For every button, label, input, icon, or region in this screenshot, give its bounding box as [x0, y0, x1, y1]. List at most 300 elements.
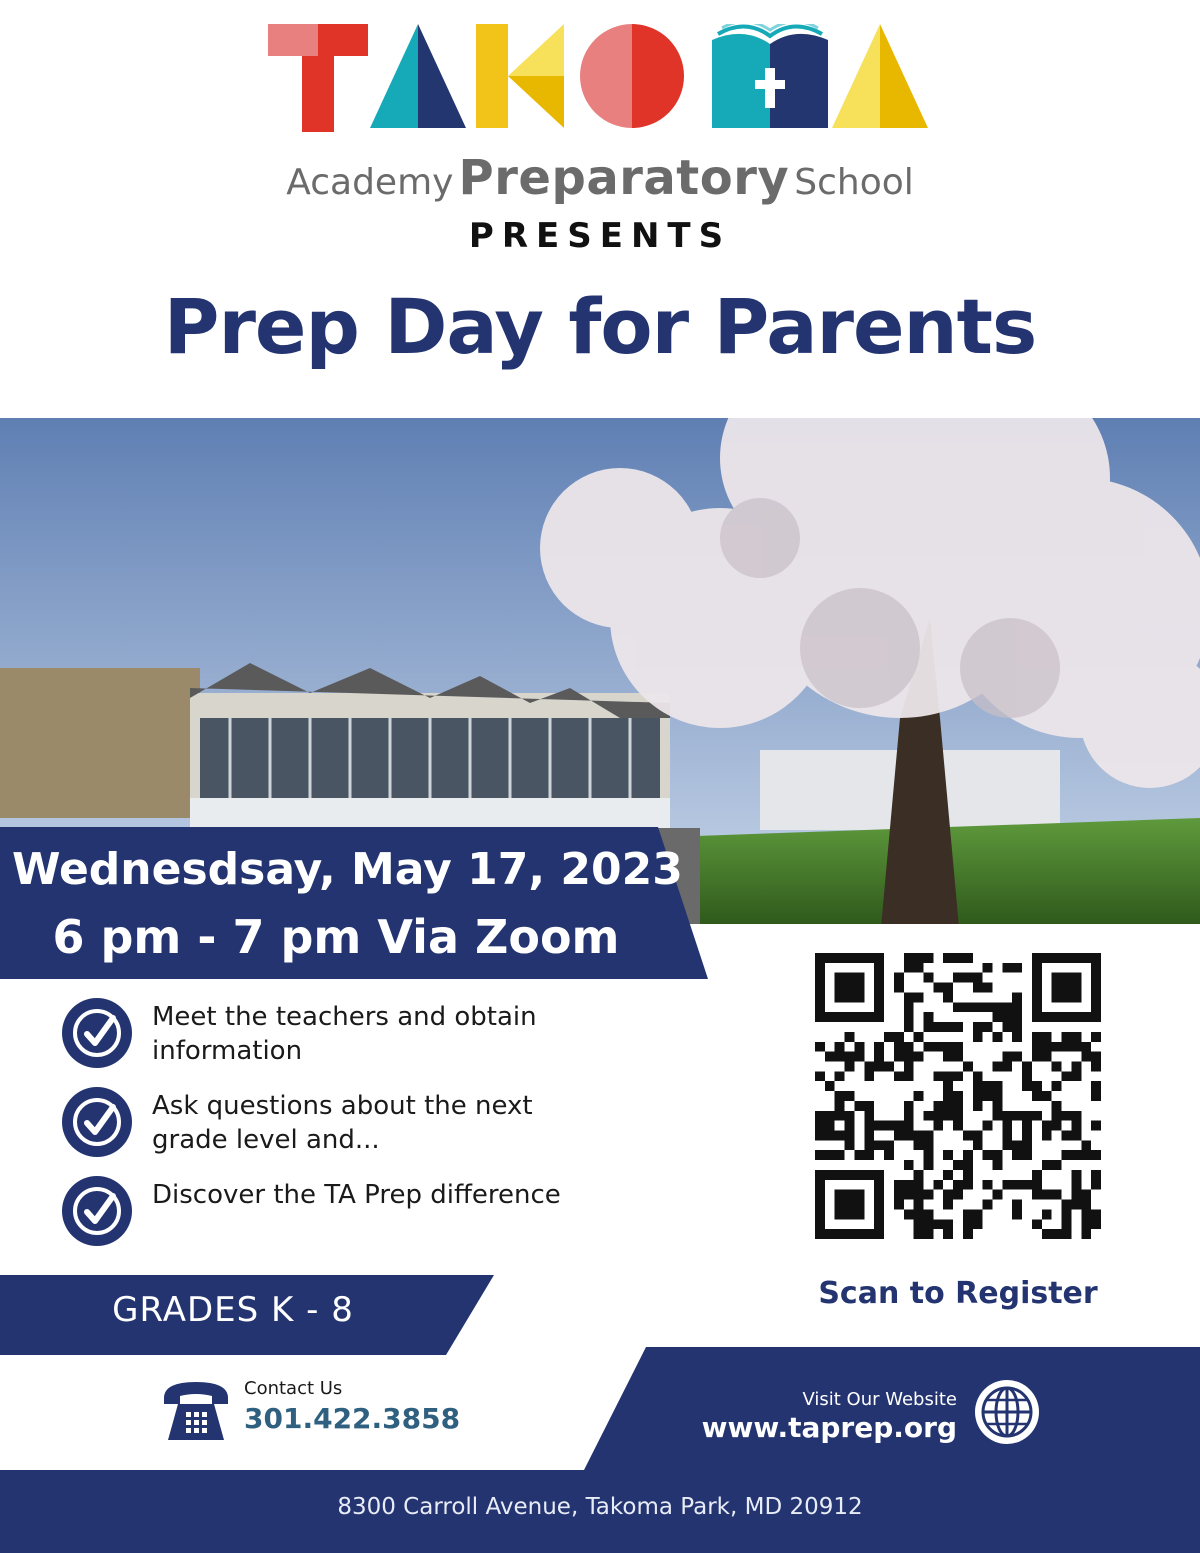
qr-module — [864, 1140, 874, 1150]
school-name-academy: Academy — [286, 162, 454, 203]
qr-module — [1002, 1022, 1012, 1032]
qr-module — [914, 953, 924, 963]
qr-module — [835, 1101, 845, 1111]
qr-module — [943, 983, 953, 993]
qr-module — [1062, 1111, 1072, 1121]
qr-module — [1062, 1131, 1072, 1141]
qr-module — [1002, 1061, 1012, 1071]
qr-module — [1042, 1160, 1052, 1170]
qr-module — [983, 1091, 993, 1101]
qr-module — [993, 1160, 1003, 1170]
qr-module — [904, 1061, 914, 1071]
qr-module — [815, 1121, 825, 1131]
qr-module — [884, 1032, 894, 1042]
qr-module — [864, 1071, 874, 1081]
qr-module — [884, 1140, 894, 1150]
qr-module — [825, 1081, 835, 1091]
qr-module — [943, 1219, 953, 1229]
qr-module — [904, 1131, 914, 1141]
qr-module — [1042, 1121, 1052, 1131]
qr-module — [894, 1071, 904, 1081]
qr-module — [835, 1111, 845, 1121]
qr-module — [963, 1170, 973, 1180]
qr-module — [1071, 1200, 1081, 1210]
globe-icon — [973, 1378, 1041, 1446]
qr-module — [1052, 1061, 1062, 1071]
qr-module — [845, 1052, 855, 1062]
qr-module — [815, 1111, 825, 1121]
qr-module — [993, 1091, 1003, 1101]
takoma-logo — [268, 24, 932, 132]
qr-module — [894, 1121, 904, 1131]
qr-module — [874, 1052, 884, 1062]
qr-module — [845, 1131, 855, 1141]
qr-module — [933, 1042, 943, 1052]
qr-module — [953, 1101, 963, 1111]
qr-module — [1042, 1052, 1052, 1062]
qr-module — [953, 1180, 963, 1190]
qr-module — [1071, 1190, 1081, 1200]
qr-module — [923, 1131, 933, 1141]
grades-label: GRADES K - 8 — [112, 1290, 354, 1330]
qr-module — [953, 1121, 963, 1131]
school-address: 8300 Carroll Avenue, Takoma Park, MD 20912 — [337, 1494, 863, 1520]
qr-module — [914, 1170, 924, 1180]
qr-module — [943, 1071, 953, 1081]
qr-module — [963, 1150, 973, 1160]
qr-module — [943, 1111, 953, 1121]
qr-module — [825, 1131, 835, 1141]
qr-module — [953, 1160, 963, 1170]
qr-module — [1052, 1160, 1062, 1170]
qr-module — [1052, 1101, 1062, 1111]
qr-module — [1081, 1150, 1091, 1160]
qr-module — [923, 1190, 933, 1200]
qr-module — [963, 1061, 973, 1071]
qr-module — [1032, 1091, 1042, 1101]
qr-module — [894, 1200, 904, 1210]
qr-module — [864, 1131, 874, 1141]
qr-module — [983, 1002, 993, 1012]
qr-module — [923, 1160, 933, 1170]
qr-module — [854, 1101, 864, 1111]
qr-module — [1071, 1061, 1081, 1071]
qr-module — [1002, 1131, 1012, 1141]
school-name-preparatory: Preparatory — [458, 150, 790, 206]
qr-module — [963, 1002, 973, 1012]
qr-module — [1091, 1052, 1101, 1062]
qr-module — [1032, 1170, 1042, 1180]
qr-module — [904, 953, 914, 963]
qr-module — [953, 973, 963, 983]
qr-module — [1022, 1131, 1032, 1141]
qr-module — [993, 1190, 1003, 1200]
telephone-icon — [160, 1378, 232, 1444]
bullet-item — [62, 1176, 622, 1256]
qr-module — [874, 1140, 884, 1150]
qr-module — [1012, 1150, 1022, 1160]
qr-module — [923, 1042, 933, 1052]
qr-module — [1062, 1042, 1072, 1052]
qr-module — [923, 1140, 933, 1150]
qr-module — [1002, 1121, 1012, 1131]
qr-module — [1012, 1140, 1022, 1150]
qr-module — [973, 1022, 983, 1032]
qr-module — [1062, 1150, 1072, 1160]
qr-module — [993, 1081, 1003, 1091]
qr-module — [983, 1022, 993, 1032]
qr-module — [943, 1052, 953, 1062]
qr-module — [1091, 1170, 1101, 1180]
qr-module — [894, 973, 904, 983]
qr-module — [1032, 1042, 1042, 1052]
qr-module — [825, 1052, 835, 1062]
qr-module — [874, 1121, 884, 1131]
qr-module — [845, 1111, 855, 1121]
qr-module — [963, 953, 973, 963]
qr-module — [933, 1071, 943, 1081]
qr-module — [894, 1131, 904, 1141]
qr-module — [835, 1131, 845, 1141]
qr-module — [894, 1190, 904, 1200]
qr-module — [973, 973, 983, 983]
qr-module — [854, 1042, 864, 1052]
qr-module — [815, 1150, 825, 1160]
qr-module — [1091, 1121, 1101, 1131]
qr-module — [904, 1180, 914, 1190]
qr-module — [1012, 992, 1022, 1002]
school-name-school: School — [794, 162, 914, 203]
bullet-text: Ask questions about the next grade level and... — [152, 1091, 533, 1155]
qr-module — [1062, 1200, 1072, 1210]
qr-module — [973, 1032, 983, 1042]
qr-module — [1002, 1180, 1012, 1190]
qr-module — [904, 1022, 914, 1032]
qr-module — [884, 1061, 894, 1071]
qr-module — [923, 973, 933, 983]
qr-module — [914, 1209, 924, 1219]
qr-module — [904, 1209, 914, 1219]
qr-module — [1052, 1229, 1062, 1239]
qr-module — [914, 1190, 924, 1200]
qr-module — [983, 1121, 993, 1131]
qr-module — [845, 1061, 855, 1071]
qr-module — [835, 1052, 845, 1062]
qr-module — [914, 1229, 924, 1239]
qr-module — [983, 1150, 993, 1160]
contact-phone-number[interactable]: 301.422.3858 — [244, 1402, 461, 1435]
registration-qr-code[interactable] — [815, 953, 1101, 1239]
qr-module — [854, 1052, 864, 1062]
qr-module — [1091, 1032, 1101, 1042]
qr-module — [904, 1160, 914, 1170]
qr-module — [904, 1002, 914, 1012]
qr-module — [845, 1121, 855, 1131]
qr-module — [904, 963, 914, 973]
qr-module — [904, 1190, 914, 1200]
qr-module — [983, 1081, 993, 1091]
qr-module — [894, 1042, 904, 1052]
qr-module — [943, 1042, 953, 1052]
website-link[interactable]: www.taprep.org — [701, 1411, 957, 1444]
qr-module — [963, 1180, 973, 1190]
qr-module — [1081, 1140, 1091, 1150]
qr-module — [1032, 1111, 1042, 1121]
qr-module — [874, 1061, 884, 1071]
qr-module — [864, 1061, 874, 1071]
qr-module — [933, 1219, 943, 1229]
qr-module — [1081, 1042, 1091, 1052]
qr-module — [904, 1111, 914, 1121]
qr-module — [1062, 1032, 1072, 1042]
qr-module — [835, 1150, 845, 1160]
qr-module — [914, 1219, 924, 1229]
qr-module — [1012, 1111, 1022, 1121]
qr-module — [914, 992, 924, 1002]
qr-module — [1022, 1121, 1032, 1131]
qr-module — [1042, 1091, 1052, 1101]
qr-module — [835, 1190, 865, 1220]
qr-module — [1071, 1170, 1081, 1180]
qr-module — [1012, 1209, 1022, 1219]
qr-module — [1032, 1180, 1042, 1190]
qr-module — [904, 1121, 914, 1131]
qr-module — [953, 1071, 963, 1081]
website-label: Visit Our Website — [802, 1389, 957, 1410]
qr-module — [1091, 1219, 1101, 1229]
qr-module — [1022, 1071, 1032, 1081]
qr-module — [914, 963, 924, 973]
qr-module — [904, 1042, 914, 1052]
qr-module — [1071, 1150, 1081, 1160]
qr-module — [914, 1200, 924, 1210]
qr-module — [933, 1111, 943, 1121]
qr-module — [1022, 1180, 1032, 1190]
qr-module — [894, 1180, 904, 1190]
qr-module — [825, 1111, 835, 1121]
qr-module — [815, 1131, 825, 1141]
qr-module — [1032, 1052, 1042, 1062]
qr-module — [835, 1042, 845, 1052]
bullet-item — [62, 998, 622, 1078]
qr-module — [1022, 1061, 1032, 1071]
qr-module — [953, 1190, 963, 1200]
qr-module — [825, 1121, 835, 1131]
qr-module — [1071, 1131, 1081, 1141]
qr-module — [1002, 1140, 1012, 1150]
check-circle-icon — [62, 1176, 132, 1246]
qr-module — [1042, 1229, 1052, 1239]
contact-label: Contact Us — [244, 1378, 343, 1399]
qr-module — [1052, 1111, 1062, 1121]
qr-module — [1062, 1071, 1072, 1081]
qr-module — [1081, 1190, 1091, 1200]
qr-module — [914, 1180, 924, 1190]
qr-module — [1052, 1190, 1062, 1200]
qr-module — [993, 1061, 1003, 1071]
qr-module — [963, 1209, 973, 1219]
qr-module — [1012, 1200, 1022, 1210]
qr-module — [943, 1150, 953, 1160]
qr-module — [1052, 1042, 1062, 1052]
qr-module — [953, 1111, 963, 1121]
qr-module — [973, 1219, 983, 1229]
qr-module — [1042, 1131, 1052, 1141]
qr-module — [923, 1229, 933, 1239]
qr-module — [993, 1111, 1003, 1121]
bullet-item — [62, 1087, 622, 1167]
qr-module — [1002, 1052, 1012, 1062]
qr-module — [943, 953, 953, 963]
qr-module — [943, 1229, 953, 1239]
qr-module — [845, 1032, 855, 1042]
qr-module — [943, 1200, 953, 1210]
qr-module — [1012, 1002, 1022, 1012]
qr-module — [864, 1121, 874, 1131]
qr-module — [1032, 1032, 1042, 1042]
event-date: Wednesdsay, May 17, 2023 — [12, 844, 683, 895]
qr-module — [923, 1219, 933, 1229]
qr-module — [825, 1150, 835, 1160]
qr-module — [1081, 1229, 1091, 1239]
qr-module — [914, 1131, 924, 1141]
qr-module — [953, 1042, 963, 1052]
qr-module — [835, 973, 865, 1003]
qr-module — [1012, 1022, 1022, 1032]
qr-module — [904, 992, 914, 1002]
qr-module — [894, 983, 904, 993]
bullet-text: Meet the teachers and obtain information — [152, 1002, 537, 1066]
qr-module — [1071, 1121, 1081, 1131]
qr-module — [1091, 1061, 1101, 1071]
qr-module — [1012, 1012, 1022, 1022]
qr-module — [1002, 1012, 1012, 1022]
qr-module — [1052, 1081, 1062, 1091]
qr-module — [1091, 1209, 1101, 1219]
qr-module — [1091, 1091, 1101, 1101]
qr-module — [904, 1052, 914, 1062]
qr-module — [884, 1150, 894, 1160]
qr-module — [1022, 1081, 1032, 1091]
qr-module — [835, 1091, 845, 1101]
qr-module — [973, 1091, 983, 1101]
qr-module — [983, 1200, 993, 1210]
qr-module — [1062, 1219, 1072, 1229]
qr-module — [1032, 1190, 1042, 1200]
qr-module — [815, 1042, 825, 1052]
qr-module — [1012, 1180, 1022, 1190]
event-time: 6 pm - 7 pm Via Zoom — [52, 910, 620, 964]
qr-module — [993, 1032, 1003, 1042]
qr-module — [933, 1101, 943, 1111]
qr-module — [993, 1150, 1003, 1160]
qr-module — [993, 1101, 1003, 1111]
qr-module — [1071, 1071, 1081, 1081]
bullet-text: Discover the TA Prep difference — [152, 1180, 561, 1210]
qr-module — [1081, 1219, 1091, 1229]
qr-module — [1012, 1032, 1022, 1042]
qr-module — [973, 1002, 983, 1012]
qr-module — [1002, 1111, 1012, 1121]
event-title: Prep Day for Parents — [163, 282, 1037, 371]
qr-module — [1032, 1081, 1042, 1091]
qr-module — [1032, 1219, 1042, 1229]
qr-module — [1022, 1140, 1032, 1150]
contact-block — [160, 1378, 480, 1448]
qr-module — [943, 992, 953, 1002]
qr-module — [933, 1180, 943, 1190]
qr-module — [1081, 1209, 1091, 1219]
qr-module — [923, 1209, 933, 1219]
qr-module — [973, 1071, 983, 1081]
scan-to-register-label: Scan to Register — [818, 1276, 1098, 1311]
qr-module — [864, 1101, 874, 1111]
qr-module — [963, 1229, 973, 1239]
qr-module — [943, 1081, 953, 1091]
qr-module — [923, 1150, 933, 1160]
qr-module — [1012, 963, 1022, 973]
qr-module — [1042, 1190, 1052, 1200]
qr-module — [854, 1150, 864, 1160]
qr-module — [963, 1131, 973, 1141]
qr-module — [914, 1052, 924, 1062]
qr-module — [894, 1032, 904, 1042]
qr-module — [1091, 1150, 1101, 1160]
qr-module — [943, 1091, 953, 1101]
qr-module — [923, 1022, 933, 1032]
qr-module — [943, 1170, 953, 1180]
qr-module — [1071, 1111, 1081, 1121]
qr-module — [973, 1081, 983, 1091]
qr-module — [1081, 1052, 1091, 1062]
qr-module — [953, 1022, 963, 1032]
qr-module — [1002, 1002, 1012, 1012]
qr-module — [1062, 1209, 1072, 1219]
qr-module — [914, 1032, 924, 1042]
qr-module — [923, 953, 933, 963]
qr-module — [884, 1121, 894, 1131]
qr-module — [904, 1071, 914, 1081]
qr-module — [845, 1140, 855, 1150]
qr-module — [933, 983, 943, 993]
qr-module — [1042, 1209, 1052, 1219]
qr-module — [1012, 1052, 1022, 1062]
qr-module — [953, 1091, 963, 1101]
qr-module — [835, 1071, 845, 1081]
qr-module — [904, 1012, 914, 1022]
qr-module — [973, 1131, 983, 1141]
qr-module — [1081, 1200, 1091, 1210]
qr-module — [993, 1012, 1003, 1022]
qr-module — [1071, 1032, 1081, 1042]
qr-module — [973, 983, 983, 993]
qr-module — [943, 1190, 953, 1200]
qr-module — [943, 1101, 953, 1111]
qr-module — [933, 1022, 943, 1032]
check-circle-icon — [62, 998, 132, 1068]
qr-module — [963, 1219, 973, 1229]
qr-module — [983, 963, 993, 973]
qr-module — [953, 1002, 963, 1012]
qr-module — [933, 1121, 943, 1131]
qr-module — [973, 1140, 983, 1150]
qr-module — [874, 1042, 884, 1052]
qr-module — [1091, 1081, 1101, 1091]
qr-module — [923, 1012, 933, 1022]
qr-module — [815, 1071, 825, 1081]
qr-module — [993, 1002, 1003, 1012]
qr-module — [973, 1101, 983, 1111]
